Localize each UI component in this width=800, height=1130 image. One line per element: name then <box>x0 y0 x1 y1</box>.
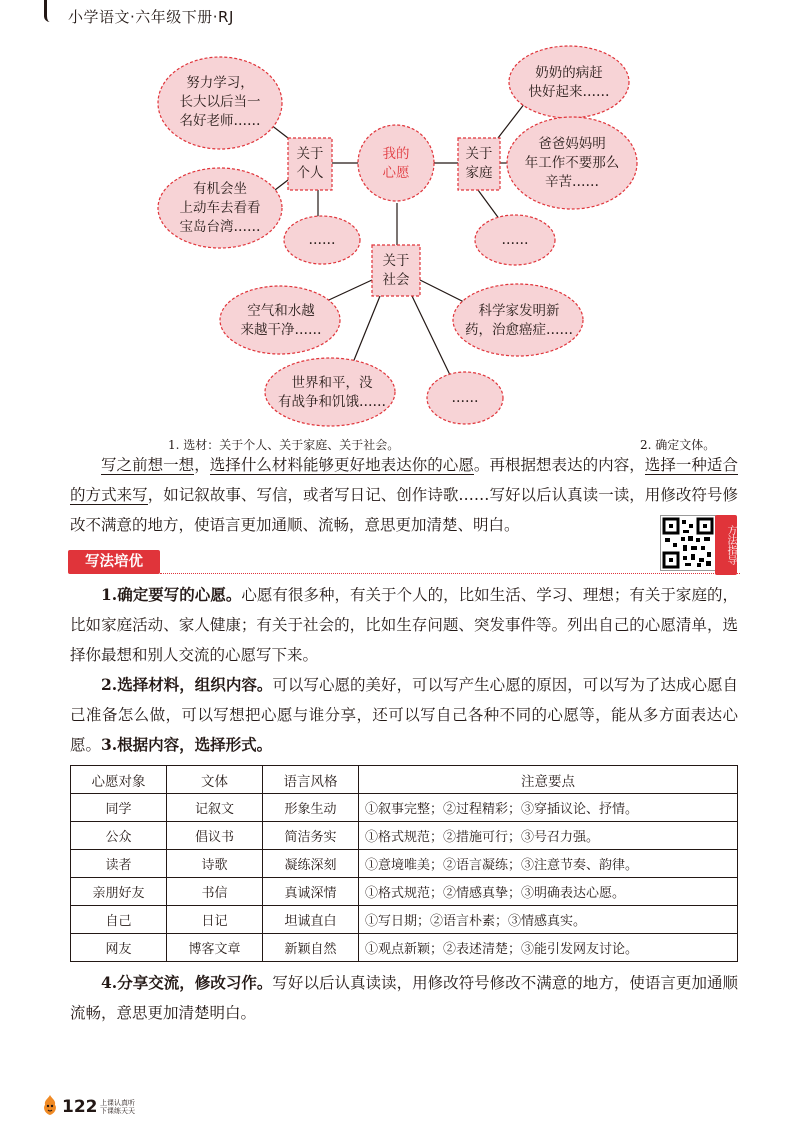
point-1-body: 心愿有很多种，有关于个人的，比如生活、学习、理想；有关于家庭的，比如家庭活动、家人健康；有关于社会的，比如生存问题、突发事件等。列出自己的心愿清单，选择你最想和别人交流的心愿写下来。 <box>70 586 738 664</box>
table-cell: 网友 <box>71 934 167 962</box>
table-cell: 博客文章 <box>167 934 263 962</box>
footer-slogan: 上课认真听 下课练天天 <box>100 1099 135 1115</box>
intro-paragraph <box>70 450 738 540</box>
table-cell: 凝练深刻 <box>263 850 359 878</box>
bubble-society-4-text: …… <box>451 390 479 406</box>
page-number: 122 <box>62 1097 98 1117</box>
table-header: 文体 <box>167 766 263 794</box>
bubble-society-3-text: 世界和平，没 有战争和饥饿…… <box>278 375 386 410</box>
table-cell: ①意境唯美；②语言凝练；③注意节奏、韵律。 <box>359 850 738 878</box>
table-cell: 公众 <box>71 822 167 850</box>
table-cell: 亲朋好友 <box>71 878 167 906</box>
bubble-personal-3-text: …… <box>308 232 336 248</box>
table-header: 语言风格 <box>263 766 359 794</box>
intro-underline-2: 选择什么材料能够更好地表达你的心愿 <box>209 456 474 474</box>
table-cell: 日记 <box>167 906 263 934</box>
category-society-label: 关于 社会 <box>382 253 410 288</box>
caption-choose-genre: 2. 确定文体。 <box>640 438 716 452</box>
table-row <box>71 878 738 906</box>
point-1-head: 1.确定要写的心愿。 <box>101 585 242 604</box>
section-divider <box>160 573 740 574</box>
table-row <box>71 822 738 850</box>
point-4 <box>70 968 738 1028</box>
table-cell: ①叙事完整；②过程精彩；③穿插议论、抒情。 <box>359 794 738 822</box>
table-cell: 诗歌 <box>167 850 263 878</box>
table-cell: 真诚深情 <box>263 878 359 906</box>
table-cell: 书信 <box>167 878 263 906</box>
point-3-head: 3.根据内容，选择形式。 <box>101 735 273 754</box>
method-guide-tag[interactable]: 方法指导 <box>715 515 737 575</box>
point-3 <box>70 730 738 760</box>
table-header-row <box>71 766 738 794</box>
category-personal-label: 关于 个人 <box>296 146 324 181</box>
mascot-icon <box>42 1094 58 1116</box>
bubble-personal-2-text: 有机会坐 上动车去看看 宝岛台湾…… <box>179 181 261 235</box>
table-cell: 新颖自然 <box>263 934 359 962</box>
table-row <box>71 906 738 934</box>
caption-select-material: 1. 选材：关于个人、关于家庭、关于社会。 <box>168 438 400 452</box>
table-row <box>71 850 738 878</box>
table-cell: 同学 <box>71 794 167 822</box>
category-family-label: 关于 家庭 <box>465 146 493 181</box>
table-cell: 坦诚直白 <box>263 906 359 934</box>
table-cell: ①写日期；②语言朴素；③情感真实。 <box>359 906 738 934</box>
bubble-society-2-text: 科学家发明新 药，治愈癌症…… <box>465 303 573 338</box>
table-cell: 形象生动 <box>263 794 359 822</box>
point-4-body: 写好以后认真读读，用修改符号修改不满意的地方，使语言更加通顺流畅，意思更加清楚明白。 <box>70 974 738 1022</box>
point-2-head: 2.选择材料，组织内容。 <box>101 675 273 694</box>
center-label: 我的 心愿 <box>382 146 410 181</box>
bubble-family-2-text: 爸爸妈妈明 年工作不要那么 辛苦…… <box>524 136 620 190</box>
table-cell: 读者 <box>71 850 167 878</box>
qr-code-icon[interactable] <box>660 515 716 571</box>
table-row <box>71 794 738 822</box>
section-title: 写法培优 <box>68 550 160 574</box>
table-cell: 倡议书 <box>167 822 263 850</box>
table-cell: ①观点新颖；②表述清楚；③能引发网友讨论。 <box>359 934 738 962</box>
table-row <box>71 934 738 962</box>
point-2-body: 可以写心愿的美好，可以写产生心愿的原因，可以写为了达成心愿自己准备怎么做，可以写想把心愿与谁分享，还可以写自己各种不同的心愿等，能从多方面表达心愿。 <box>70 676 738 754</box>
point-1 <box>70 580 738 670</box>
table-header: 注意要点 <box>359 766 738 794</box>
table-header: 心愿对象 <box>71 766 167 794</box>
table-cell: 记叙文 <box>167 794 263 822</box>
bubble-family-3-text: …… <box>501 232 529 248</box>
intro-underline-3: 选择一种适合的方式来写 <box>70 456 738 504</box>
bubble-personal-1-text: 努力学习， 长大以后当一 名好老师…… <box>179 75 261 129</box>
intro-underline-1: 写之前想一想 <box>101 456 195 474</box>
intro-text-2: 。再根据想表达的内容， <box>473 456 645 474</box>
wish-mindmap <box>0 0 800 460</box>
point-4-head: 4.分享交流，修改习作。 <box>101 973 273 992</box>
table-cell: 简洁务实 <box>263 822 359 850</box>
intro-text-1: ， <box>194 456 210 474</box>
table-cell: ①格式规范；②措施可行；③号召力强。 <box>359 822 738 850</box>
bubble-family-1-text: 奶奶的病赶 快好起来…… <box>528 65 610 100</box>
table-cell: ①格式规范；②情感真挚；③明确表达心愿。 <box>359 878 738 906</box>
genre-table <box>70 765 738 962</box>
table-cell: 自己 <box>71 906 167 934</box>
intro-text-3: ，如记叙故事、写信，或者写日记、创作诗歌……写好以后认真读一读，用修改符号修改不满意的地方，使语言更加通顺、流畅，意思更加清楚、明白。 <box>70 486 738 534</box>
page-header: 小学语文·六年级下册·RJ <box>68 8 234 26</box>
bubble-society-1-text: 空气和水越 来越干净…… <box>240 303 322 338</box>
